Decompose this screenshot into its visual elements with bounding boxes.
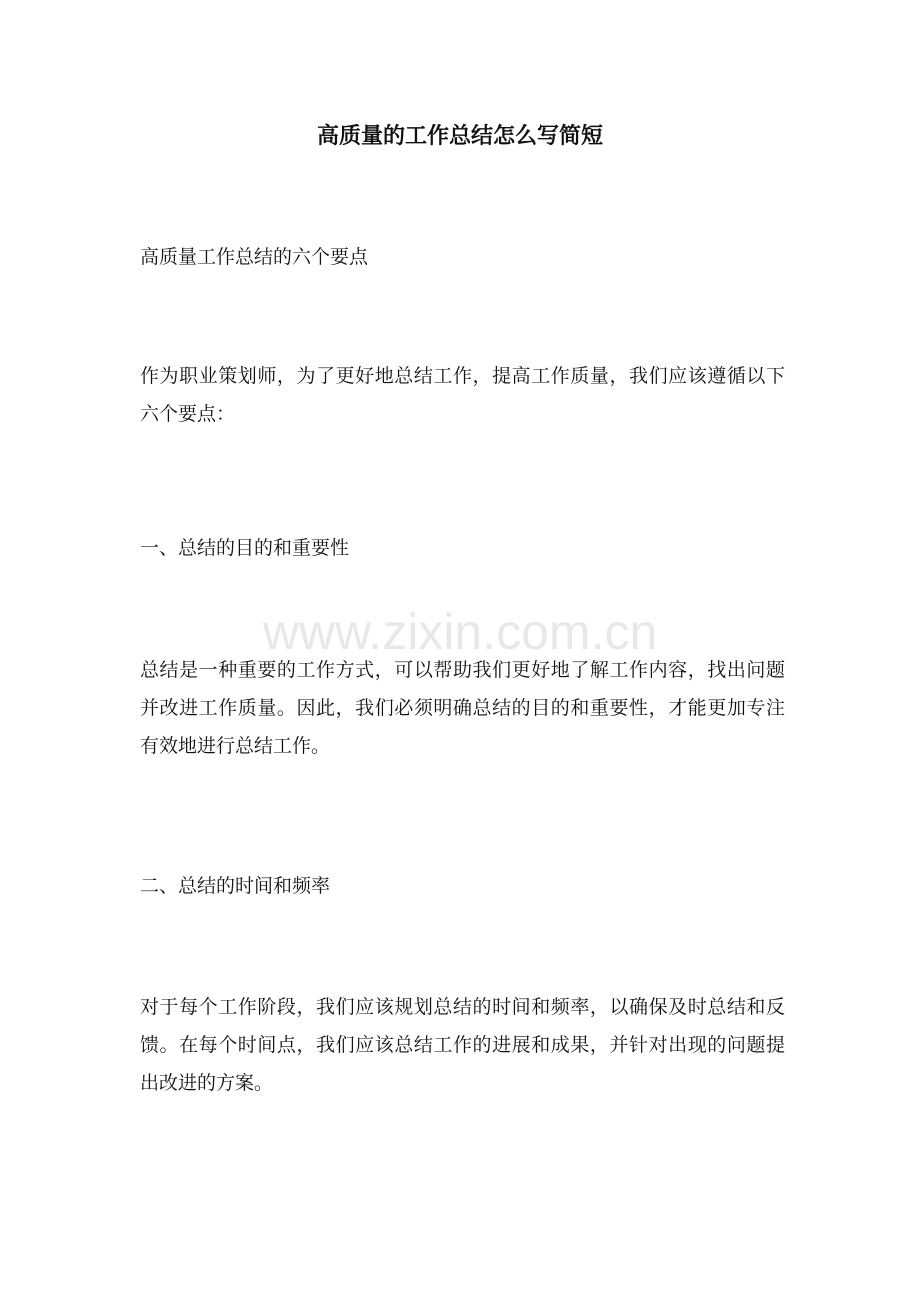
section-body-2: 对于每个工作阶段，我们应该规划总结的时间和频率，以确保及时总结和反馈。在每个时间点，我们应该总结工作的进展和成果，并针对出现的问题提出改进的方案。: [140, 996, 785, 1094]
watermark: www.zixin.com.cn: [262, 604, 658, 660]
section-heading-2: 二、总结的时间和频率: [140, 875, 331, 897]
section-heading-1: 一、总结的目的和重要性: [140, 537, 350, 559]
section-body-1: 总结是一种重要的工作方式，可以帮助我们更好地了解工作内容，找出问题并改进工作质量。因此，我们必须明确总结的目的和重要性，才能更加专注有效地进行总结工作。: [140, 659, 785, 757]
document-title: 高质量的工作总结怎么写简短: [316, 123, 603, 149]
intro-paragraph: 作为职业策划师，为了更好地总结工作，提高工作质量，我们应该遵循以下六个要点：: [140, 365, 785, 425]
section-heading-main: 高质量工作总结的六个要点: [140, 246, 369, 268]
